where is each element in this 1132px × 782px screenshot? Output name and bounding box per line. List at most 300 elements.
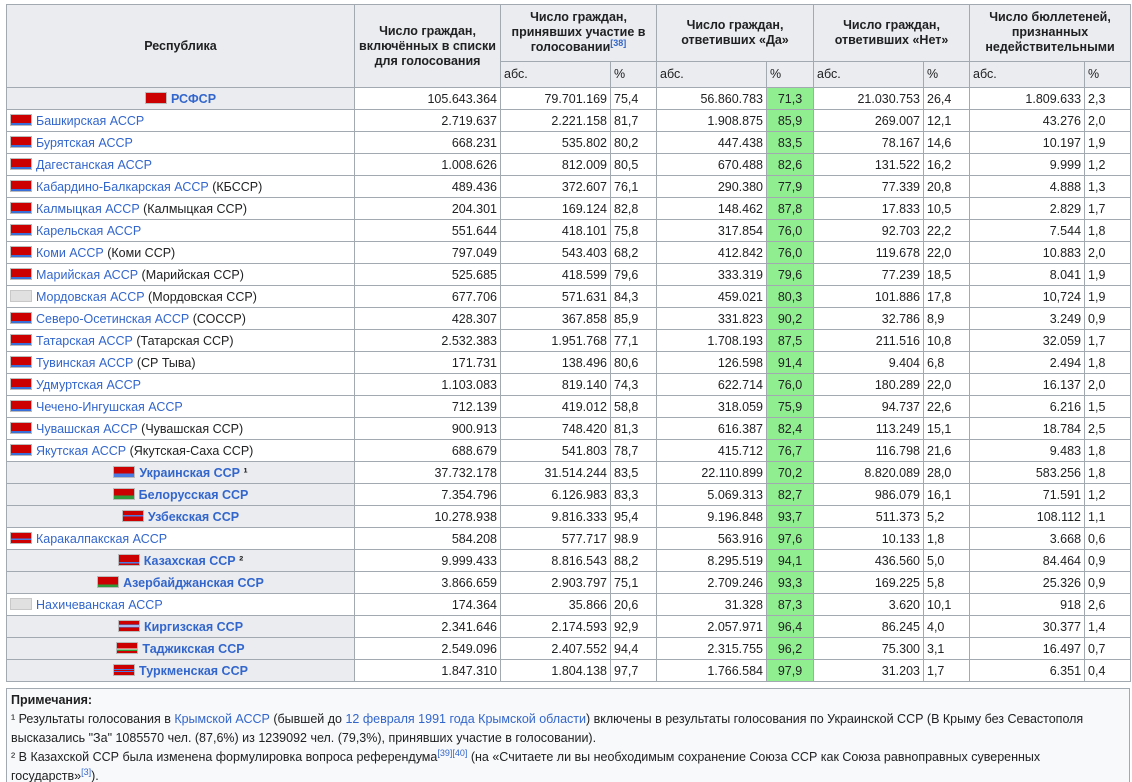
participated-pct: 82,8: [611, 198, 657, 220]
republic-link[interactable]: Туркменская ССР: [139, 663, 248, 678]
invalid-pct: 1,7: [1085, 198, 1131, 220]
participated-pct: 75,1: [611, 572, 657, 594]
table-row: [7, 308, 1131, 330]
participated-pct: 94,4: [611, 638, 657, 660]
republic-link[interactable]: Белорусская ССР: [138, 487, 249, 502]
included-count: 10.278.938: [355, 506, 501, 528]
subheader-pct: %: [924, 61, 970, 87]
invalid-abs: 6.216: [970, 396, 1085, 418]
assr-flag-icon: [10, 400, 32, 412]
included-count: 668.231: [355, 132, 501, 154]
republic-link[interactable]: Мордовская АССР: [36, 289, 145, 304]
no-pct: 18,5: [924, 264, 970, 286]
participated-abs: 2.174.593: [501, 616, 611, 638]
republic-link[interactable]: Украинская ССР: [139, 465, 241, 480]
republic-link[interactable]: Тувинская АССР: [36, 355, 134, 370]
invalid-abs: 2.829: [970, 198, 1085, 220]
no-abs: 131.522: [814, 154, 924, 176]
assr-flag-icon: [10, 268, 32, 280]
yes-abs: 317.854: [657, 220, 767, 242]
yes-pct: 83,5: [767, 132, 814, 154]
note-text: ) включены в результаты голосования по Украинской ССР (В Крыму без Севастополя высказались "За" 1085570 чел. (87,6%) из 1239092 чел. (79,3%), принявших участие в голосовании).: [11, 712, 1084, 745]
invalid-abs: 7.544: [970, 220, 1085, 242]
assr-flag-icon: [10, 180, 32, 192]
republic-cell: [7, 110, 355, 132]
invalid-pct: 1,3: [1085, 176, 1131, 198]
link-crimean-oblast[interactable]: Крымской области: [478, 712, 586, 726]
invalid-pct: 2,0: [1085, 242, 1131, 264]
republic-cell: [7, 374, 355, 396]
participated-pct: 76,1: [611, 176, 657, 198]
republic-suffix: ²: [235, 553, 244, 568]
table-row: [7, 198, 1131, 220]
participated-abs: 541.803: [501, 440, 611, 462]
table-header: [7, 5, 1131, 88]
republic-link[interactable]: Татарская АССР: [36, 333, 133, 348]
republic-cell: [7, 88, 355, 110]
yes-abs: 415.712: [657, 440, 767, 462]
header-included: Число граждан, включённых в списки для голосования: [355, 5, 501, 88]
republic-link[interactable]: Азербайджанская ССР: [123, 575, 264, 590]
yes-abs: 56.860.783: [657, 88, 767, 110]
header-participated-label: Число граждан, принявших участие в голосовании: [511, 10, 646, 55]
table-row: [7, 440, 1131, 462]
participated-abs: 372.607: [501, 176, 611, 198]
participated-pct: 20,6: [611, 594, 657, 616]
yes-pct: 90,2: [767, 308, 814, 330]
invalid-pct: 0,9: [1085, 550, 1131, 572]
participated-pct: 75,4: [611, 88, 657, 110]
included-count: 900.913: [355, 418, 501, 440]
no-abs: 101.886: [814, 286, 924, 308]
table-row: [7, 396, 1131, 418]
yes-abs: 2.709.246: [657, 572, 767, 594]
participated-pct: 81,3: [611, 418, 657, 440]
republic-cell: [7, 418, 355, 440]
no-abs: 211.516: [814, 330, 924, 352]
yes-pct: 76,0: [767, 220, 814, 242]
participated-abs: 418.101: [501, 220, 611, 242]
republic-suffix: (Марийская ССР): [138, 267, 244, 282]
no-abs: 9.404: [814, 352, 924, 374]
participated-abs: 543.403: [501, 242, 611, 264]
subheader-abs: абс.: [657, 61, 767, 87]
included-count: 688.679: [355, 440, 501, 462]
included-count: 1.103.083: [355, 374, 501, 396]
no-abs: 78.167: [814, 132, 924, 154]
invalid-pct: 1,2: [1085, 154, 1131, 176]
table-row: [7, 242, 1131, 264]
participated-pct: 68,2: [611, 242, 657, 264]
table-row: [7, 264, 1131, 286]
participated-abs: 79.701.169: [501, 88, 611, 110]
republic-link[interactable]: Якутская АССР: [36, 443, 127, 458]
republic-suffix: (Калмыцкая ССР): [139, 201, 248, 216]
yes-pct: 87,8: [767, 198, 814, 220]
invalid-abs: 30.377: [970, 616, 1085, 638]
invalid-pct: 2,0: [1085, 110, 1131, 132]
reference-link[interactable]: [40]: [452, 747, 468, 758]
included-count: 712.139: [355, 396, 501, 418]
no-pct: 20,8: [924, 176, 970, 198]
reference-link[interactable]: [39]: [437, 747, 453, 758]
no-abs: 77.339: [814, 176, 924, 198]
no-abs: 94.737: [814, 396, 924, 418]
no-pct: 22,0: [924, 242, 970, 264]
participated-abs: 2.221.158: [501, 110, 611, 132]
assr-flag-icon: [10, 334, 32, 346]
republic-cell: [7, 396, 355, 418]
republic-link[interactable]: Каракалпакская АССР: [36, 531, 168, 546]
republic-cell: [7, 176, 355, 198]
reference-link[interactable]: [3]: [81, 766, 92, 777]
assr-flag-icon: [10, 246, 32, 258]
turkmen-ssr-flag-icon: [113, 664, 135, 676]
table-row: [7, 352, 1131, 374]
ukrainian-ssr-flag-icon: [113, 466, 135, 478]
yes-pct: 79,6: [767, 264, 814, 286]
republic-cell: [7, 462, 355, 484]
participated-abs: 1.804.138: [501, 660, 611, 682]
republic-link[interactable]: Карельская АССР: [36, 223, 142, 238]
republic-link[interactable]: Таджикская ССР: [142, 641, 245, 656]
republic-suffix: (Чувашская ССР): [137, 421, 244, 436]
invalid-abs: 43.276: [970, 110, 1085, 132]
republic-cell: [7, 308, 355, 330]
no-pct: 10,8: [924, 330, 970, 352]
yes-abs: 670.488: [657, 154, 767, 176]
yes-pct: 93,7: [767, 506, 814, 528]
invalid-abs: 3.668: [970, 528, 1085, 550]
participated-abs: 6.126.983: [501, 484, 611, 506]
yes-pct: 96,4: [767, 616, 814, 638]
included-count: 551.644: [355, 220, 501, 242]
no-abs: 21.030.753: [814, 88, 924, 110]
no-pct: 22,0: [924, 374, 970, 396]
assr-flag-icon: [10, 312, 32, 324]
no-pct: 17,8: [924, 286, 970, 308]
republic-link[interactable]: Кабардино-Балкарская АССР: [36, 179, 209, 194]
karakalpak-assr-flag-icon: [10, 532, 32, 544]
no-pct: 5,2: [924, 506, 970, 528]
republic-link[interactable]: Северо-Осетинская АССР: [36, 311, 190, 326]
included-count: 2.532.383: [355, 330, 501, 352]
no-abs: 269.007: [814, 110, 924, 132]
participated-pct: 58,8: [611, 396, 657, 418]
participated-pct: 81,7: [611, 110, 657, 132]
yes-abs: 459.021: [657, 286, 767, 308]
participated-pct: 77,1: [611, 330, 657, 352]
republic-link[interactable]: Марийская АССР: [36, 267, 139, 282]
yes-pct: 91,4: [767, 352, 814, 374]
republic-link[interactable]: Киргизская ССР: [143, 619, 244, 634]
note-1: [11, 710, 1125, 748]
no-pct: 8,9: [924, 308, 970, 330]
invalid-pct: 0,6: [1085, 528, 1131, 550]
yes-pct: 97,6: [767, 528, 814, 550]
republic-link[interactable]: Чечено-Ингушская АССР: [36, 399, 183, 414]
yes-abs: 290.380: [657, 176, 767, 198]
no-pct: 6,8: [924, 352, 970, 374]
no-abs: 113.249: [814, 418, 924, 440]
republic-link[interactable]: Калмыцкая АССР: [36, 201, 140, 216]
invalid-abs: 16.137: [970, 374, 1085, 396]
no-abs: 75.300: [814, 638, 924, 660]
invalid-pct: 1,8: [1085, 352, 1131, 374]
yes-abs: 331.823: [657, 308, 767, 330]
republic-cell: [7, 220, 355, 242]
no-pct: 22,2: [924, 220, 970, 242]
participated-abs: 169.124: [501, 198, 611, 220]
link-1991-year[interactable]: 1991 года: [418, 712, 475, 726]
header-no: Число граждан, ответивших «Нет»: [814, 5, 970, 62]
note-text: (бывшей до: [269, 712, 346, 726]
included-count: 174.364: [355, 594, 501, 616]
missing-flag-icon: [10, 290, 32, 302]
participated-pct: 98.9: [611, 528, 657, 550]
invalid-abs: 10.197: [970, 132, 1085, 154]
republic-cell: [7, 198, 355, 220]
participated-pct: 78,7: [611, 440, 657, 462]
participated-abs: 748.420: [501, 418, 611, 440]
no-pct: 10,1: [924, 594, 970, 616]
no-pct: 16,1: [924, 484, 970, 506]
kirghiz-ssr-flag-icon: [118, 620, 140, 632]
yes-abs: 148.462: [657, 198, 767, 220]
subheader-pct: %: [767, 61, 814, 87]
participated-abs: 8.816.543: [501, 550, 611, 572]
invalid-pct: 0,7: [1085, 638, 1131, 660]
subheader-abs: абс.: [501, 61, 611, 87]
table-row: [7, 110, 1131, 132]
assr-flag-icon: [10, 422, 32, 434]
no-pct: 5,8: [924, 572, 970, 594]
participated-abs: 138.496: [501, 352, 611, 374]
no-pct: 1,7: [924, 660, 970, 682]
invalid-pct: 1,8: [1085, 462, 1131, 484]
invalid-abs: 2.494: [970, 352, 1085, 374]
yes-pct: 87,3: [767, 594, 814, 616]
notes-section: [6, 688, 1130, 782]
included-count: 9.999.433: [355, 550, 501, 572]
republic-cell: [7, 506, 355, 528]
note-text: ).: [91, 769, 99, 782]
note-text: ¹ Результаты голосования в: [11, 712, 175, 726]
uzbek-ssr-flag-icon: [122, 510, 144, 522]
no-pct: 15,1: [924, 418, 970, 440]
republic-cell: [7, 660, 355, 682]
yes-abs: 22.110.899: [657, 462, 767, 484]
invalid-pct: 1,2: [1085, 484, 1131, 506]
included-count: 2.341.646: [355, 616, 501, 638]
table-row: [7, 594, 1131, 616]
invalid-abs: 9.999: [970, 154, 1085, 176]
yes-abs: 563.916: [657, 528, 767, 550]
yes-pct: 94,1: [767, 550, 814, 572]
missing-flag-icon: [10, 598, 32, 610]
no-abs: 436.560: [814, 550, 924, 572]
assr-flag-icon: [10, 202, 32, 214]
invalid-pct: 1,9: [1085, 132, 1131, 154]
republic-suffix: (Якутская-Саха ССР): [126, 443, 254, 458]
participated-abs: 2.407.552: [501, 638, 611, 660]
republic-link[interactable]: Башкирская АССР: [36, 113, 145, 128]
republic-suffix: ¹: [240, 465, 248, 480]
invalid-pct: 2,5: [1085, 418, 1131, 440]
note-text: (на «Считаете ли вы необходимым сохранение Союза ССР как Союза равноправных суверенных государств»: [11, 750, 1041, 782]
yes-abs: 2.315.755: [657, 638, 767, 660]
yes-pct: 75,9: [767, 396, 814, 418]
note-text: ² В Казахской ССР была изменена формулировка вопроса референдума: [11, 750, 438, 764]
included-count: 1.008.626: [355, 154, 501, 176]
invalid-pct: 1,4: [1085, 616, 1131, 638]
republic-suffix: (СР Тыва): [133, 355, 196, 370]
republic-link[interactable]: РСФСР: [170, 91, 217, 106]
participated-abs: 2.903.797: [501, 572, 611, 594]
table-row: [7, 88, 1131, 110]
notes-title: Примечания:: [11, 693, 93, 707]
participated-abs: 31.514.244: [501, 462, 611, 484]
republic-link[interactable]: Дагестанская АССР: [36, 157, 152, 172]
republic-cell: [7, 132, 355, 154]
participated-abs: 9.816.333: [501, 506, 611, 528]
table-row: [7, 220, 1131, 242]
invalid-abs: 84.464: [970, 550, 1085, 572]
participated-abs: 1.951.768: [501, 330, 611, 352]
yes-pct: 76,0: [767, 374, 814, 396]
invalid-abs: 1.809.633: [970, 88, 1085, 110]
republic-cell: [7, 594, 355, 616]
republic-link[interactable]: Удмуртская АССР: [36, 377, 142, 392]
no-pct: 14,6: [924, 132, 970, 154]
yes-pct: 77,9: [767, 176, 814, 198]
republic-suffix: (Татарская ССР): [132, 333, 234, 348]
invalid-abs: 18.784: [970, 418, 1085, 440]
republic-link[interactable]: Нахичеванская АССР: [36, 597, 163, 612]
table-row: [7, 176, 1131, 198]
invalid-pct: 1,9: [1085, 286, 1131, 308]
yes-pct: 82,4: [767, 418, 814, 440]
yes-abs: 126.598: [657, 352, 767, 374]
participated-abs: 367.858: [501, 308, 611, 330]
republic-link[interactable]: Бурятская АССР: [36, 135, 133, 150]
republic-cell: [7, 242, 355, 264]
table-row: [7, 418, 1131, 440]
yes-pct: 70,2: [767, 462, 814, 484]
assr-flag-icon: [10, 378, 32, 390]
invalid-pct: 2,6: [1085, 594, 1131, 616]
table-row: [7, 660, 1131, 682]
invalid-pct: 1,9: [1085, 264, 1131, 286]
republic-cell: [7, 440, 355, 462]
link-crimean-assr[interactable]: Крымской АССР: [174, 712, 270, 726]
participated-abs: 571.631: [501, 286, 611, 308]
participated-pct: 85,9: [611, 308, 657, 330]
invalid-abs: 918: [970, 594, 1085, 616]
invalid-abs: 108.112: [970, 506, 1085, 528]
yes-abs: 412.842: [657, 242, 767, 264]
subheader-pct: %: [1085, 61, 1131, 87]
table-row: [7, 132, 1131, 154]
no-abs: 511.373: [814, 506, 924, 528]
link-12-february[interactable]: 12 февраля: [345, 712, 415, 726]
table-row: [7, 330, 1131, 352]
participated-pct: 80,2: [611, 132, 657, 154]
yes-pct: 76,7: [767, 440, 814, 462]
yes-pct: 97,9: [767, 660, 814, 682]
republic-cell: [7, 616, 355, 638]
participated-abs: 418.599: [501, 264, 611, 286]
included-count: 584.208: [355, 528, 501, 550]
header-yes: Число граждан, ответивших «Да»: [657, 5, 814, 62]
no-abs: 77.239: [814, 264, 924, 286]
invalid-abs: 583.256: [970, 462, 1085, 484]
included-count: 7.354.796: [355, 484, 501, 506]
included-count: 1.847.310: [355, 660, 501, 682]
yes-abs: 318.059: [657, 396, 767, 418]
included-count: 489.436: [355, 176, 501, 198]
included-count: 525.685: [355, 264, 501, 286]
table-row: [7, 528, 1131, 550]
republic-link[interactable]: Коми АССР: [36, 245, 104, 260]
table-row: [7, 286, 1131, 308]
included-count: 2.549.096: [355, 638, 501, 660]
invalid-abs: 71.591: [970, 484, 1085, 506]
participated-pct: 80,6: [611, 352, 657, 374]
table-body: [7, 88, 1131, 682]
invalid-pct: 0,4: [1085, 660, 1131, 682]
assr-flag-icon: [10, 136, 32, 148]
byelorussian-ssr-flag-icon: [113, 488, 135, 500]
no-pct: 5,0: [924, 550, 970, 572]
no-abs: 92.703: [814, 220, 924, 242]
invalid-pct: 1,7: [1085, 330, 1131, 352]
republic-cell: [7, 352, 355, 374]
no-pct: 21,6: [924, 440, 970, 462]
yes-pct: 87,5: [767, 330, 814, 352]
yes-abs: 31.328: [657, 594, 767, 616]
republic-cell: [7, 484, 355, 506]
participated-pct: 74,3: [611, 374, 657, 396]
referendum-results-table: [6, 4, 1131, 682]
republic-cell: [7, 528, 355, 550]
yes-pct: 80,3: [767, 286, 814, 308]
table-row: [7, 616, 1131, 638]
no-abs: 119.678: [814, 242, 924, 264]
invalid-abs: 10.883: [970, 242, 1085, 264]
no-abs: 180.289: [814, 374, 924, 396]
reference-link[interactable]: [38]: [610, 38, 627, 49]
no-abs: 10.133: [814, 528, 924, 550]
no-abs: 17.833: [814, 198, 924, 220]
invalid-abs: 25.326: [970, 572, 1085, 594]
yes-abs: 333.319: [657, 264, 767, 286]
invalid-abs: 3.249: [970, 308, 1085, 330]
included-count: 105.643.364: [355, 88, 501, 110]
republic-link[interactable]: Казахская ССР: [143, 553, 236, 568]
included-count: 204.301: [355, 198, 501, 220]
included-count: 797.049: [355, 242, 501, 264]
table-row: [7, 638, 1131, 660]
invalid-pct: 1,1: [1085, 506, 1131, 528]
republic-link[interactable]: Узбекская ССР: [147, 509, 240, 524]
republic-suffix: (Мордовская ССР): [144, 289, 257, 304]
republic-link[interactable]: Чувашская АССР: [36, 421, 138, 436]
no-pct: 3,1: [924, 638, 970, 660]
republic-cell: [7, 550, 355, 572]
republic-suffix: (СОССР): [189, 311, 246, 326]
republic-cell: [7, 330, 355, 352]
